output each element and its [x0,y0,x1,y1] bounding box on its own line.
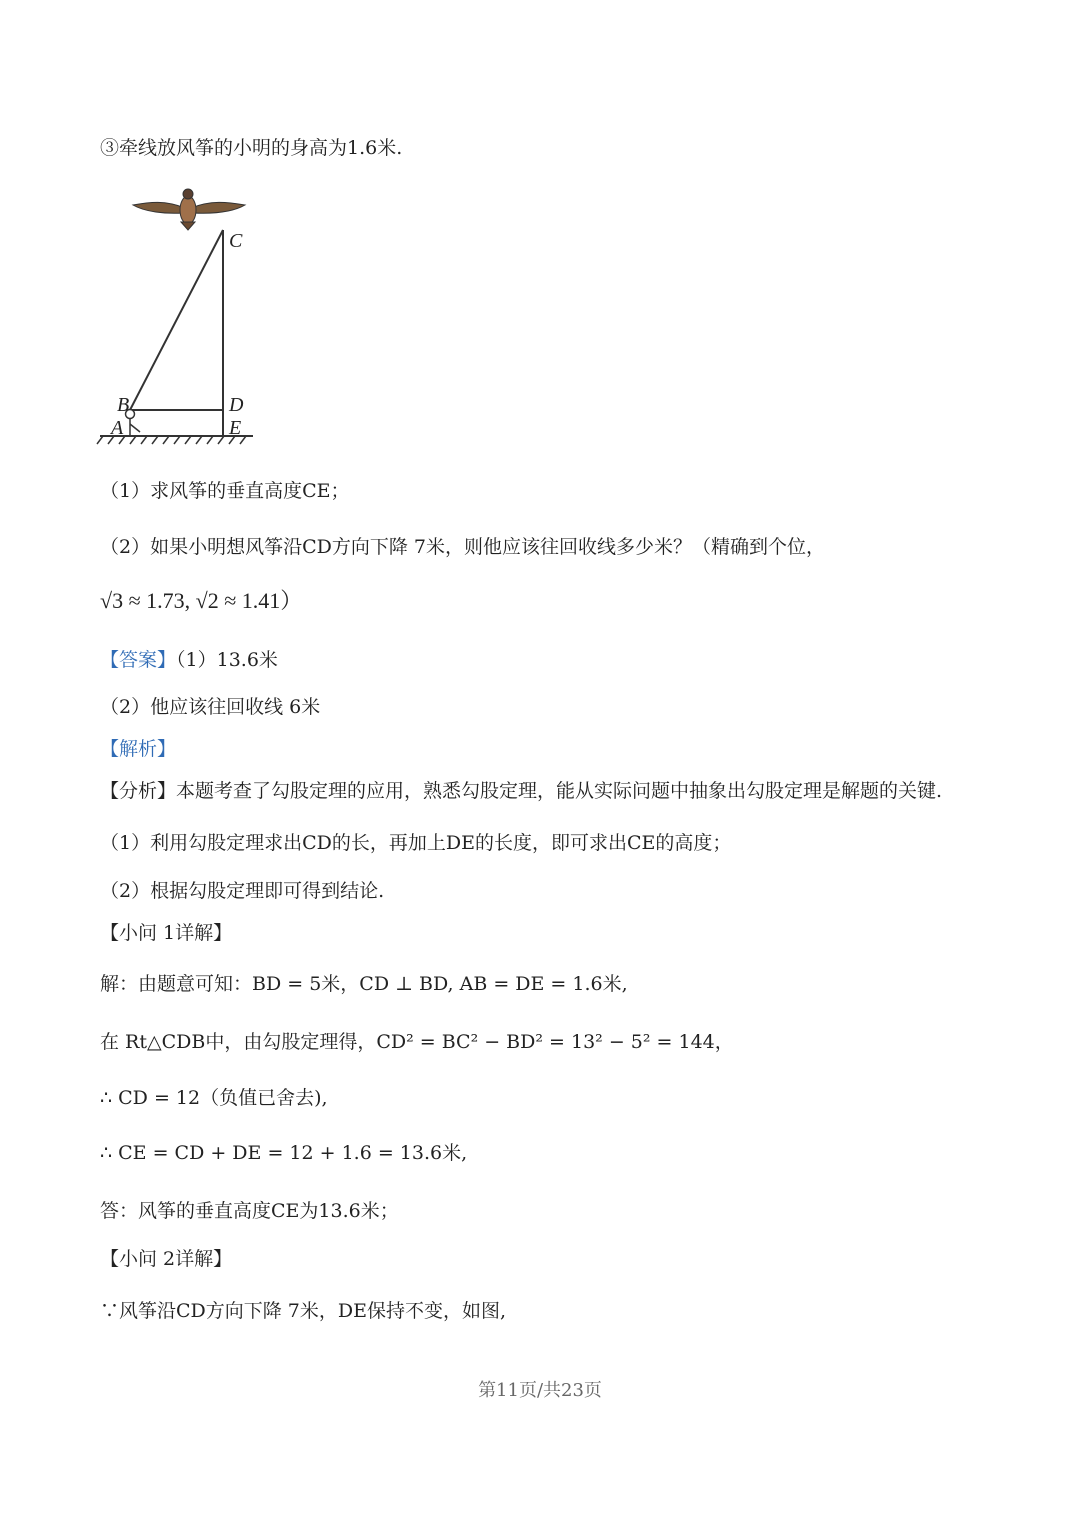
line-bc [130,230,223,410]
label-a: A [111,417,124,439]
solution-1-line-5: 答：风筝的垂直高度CE为13.6米； [100,1200,399,1222]
subquestion-1-title: 【小问 1详解】 [100,922,233,944]
solution-1-line-2: 在 Rt△CDB中，由勾股定理得，CD² = BC² − BD² = 13² − 5² = 144， [100,1031,734,1053]
answer-2: （2）他应该往回收线 6米 [100,696,321,718]
subquestion-2-title: 【小问 2详解】 [100,1248,233,1270]
solution-2-line-1: ∵风筝沿CD方向下降 7米，DE保持不变，如图, [100,1300,507,1322]
label-e: E [229,417,242,439]
intro-text: ③牵线放风筝的小明的身高为1.6米. [100,137,403,159]
label-d: D [229,394,244,416]
analysis-summary: 【分析】本题考查了勾股定理的应用，熟悉勾股定理，能从实际问题中抽象出勾股定理是解题的关键. [100,780,943,802]
solution-1-line-4: ∴ CE = CD + DE = 12 + 1.6 = 13.6米, [100,1142,468,1164]
question-2-part-a: （2）如果小明想风筝沿CD方向下降 7米，则他应该往回收线多少米？（精确到个位， [100,536,825,558]
kite-diagram [95,180,265,450]
page-footer: 第11页/共23页 [478,1380,602,1401]
label-b: B [117,394,130,416]
question-1: （1）求风筝的垂直高度CE； [100,480,350,502]
analysis-step-2: （2）根据勾股定理即可得到结论. [100,880,385,902]
analysis-tag: 【解析】 [100,738,177,760]
question-2-part-b: √3 ≈ 1.73, √2 ≈ 1.41） [100,588,303,613]
answer-line-1 [100,645,278,675]
answer-1: （1）13.6米 [176,649,278,671]
kite-icon [133,189,245,230]
solution-1-line-3: ∴ CD = 12（负值已舍去), [100,1087,328,1109]
solution-1-line-1: 解：由题意可知：BD = 5米，CD ⊥ BD, AB = DE = 1.6米, [100,973,628,995]
answer-tag: 【答案】 [100,649,177,671]
analysis-step-1: （1）利用勾股定理求出CD的长，再加上DE的长度，即可求出CE的高度； [100,832,732,854]
label-c: C [229,230,243,252]
